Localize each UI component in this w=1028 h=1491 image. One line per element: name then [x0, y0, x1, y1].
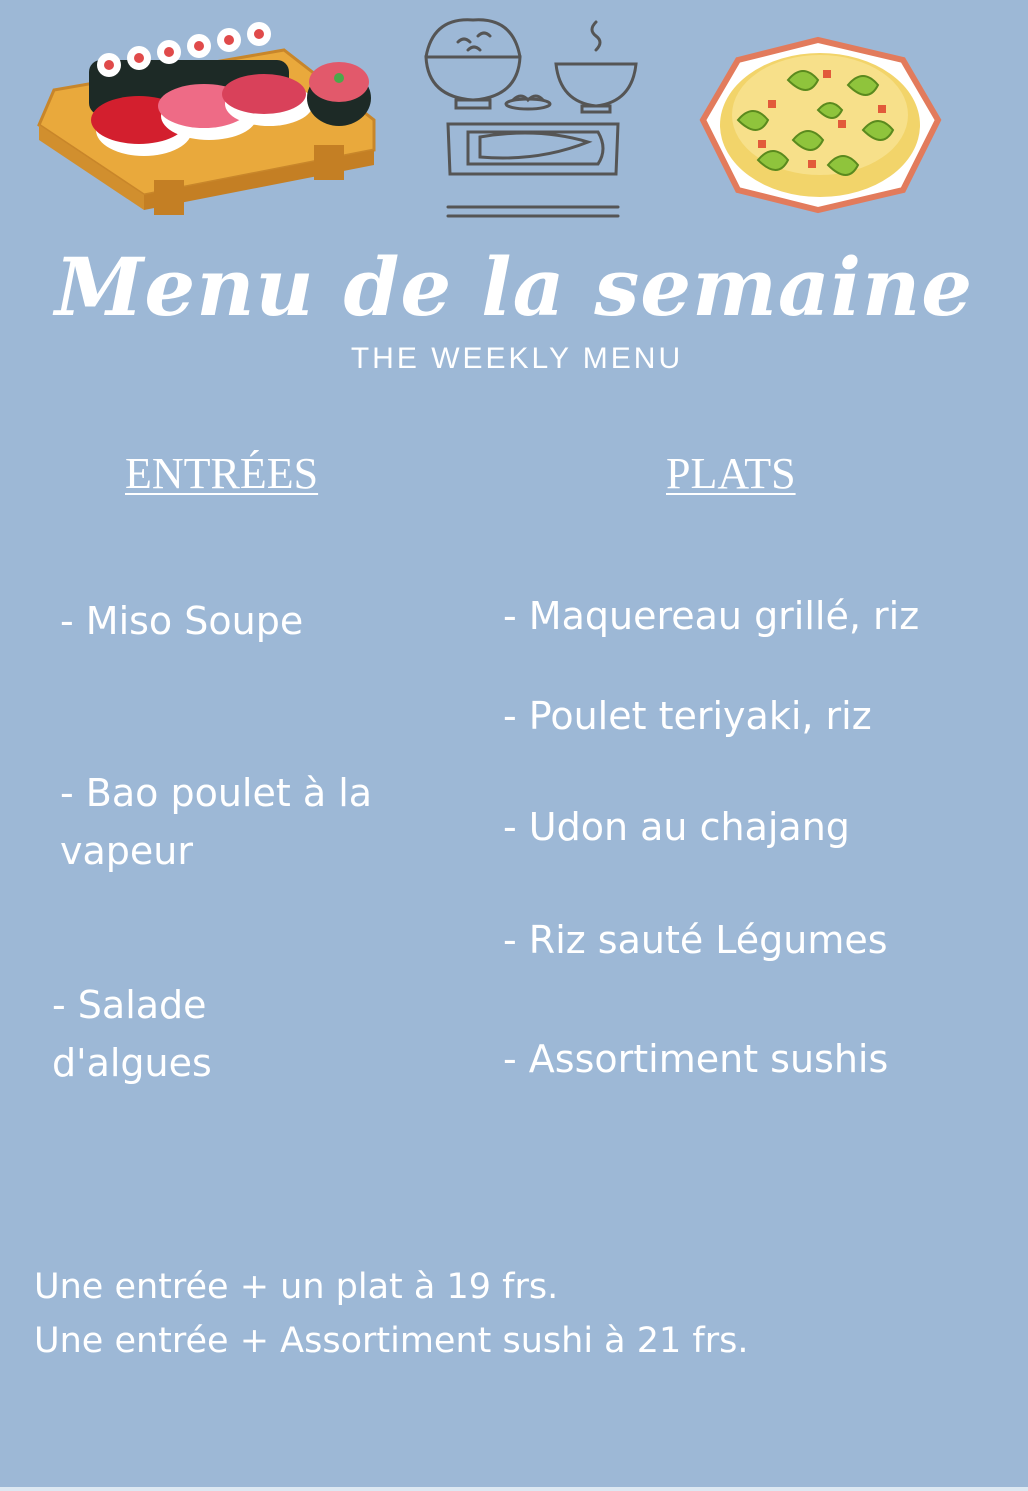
- plat-item: - Assortiment sushis: [503, 1037, 889, 1081]
- plats-heading: PLATS: [666, 449, 796, 498]
- price-line: Une entrée + Assortiment sushi à 21 frs.: [34, 1321, 749, 1361]
- plat-item: - Riz sauté Légumes: [503, 918, 888, 962]
- entree-item-line: d'algues: [52, 1041, 212, 1085]
- plat-item: - Maquereau grillé, riz: [503, 594, 920, 638]
- sushi-board-icon: [34, 20, 384, 220]
- entree-item-line: - Salade: [52, 983, 207, 1027]
- entree-item-line: - Miso Soupe: [60, 599, 304, 643]
- entree-item-line: - Bao poulet à la: [60, 771, 373, 815]
- page-title: Menu de la semaine: [54, 240, 974, 334]
- bottom-divider: [0, 1487, 1028, 1491]
- fried-rice-plate-icon: [698, 30, 943, 215]
- plat-item: - Poulet teriyaki, riz: [503, 694, 872, 738]
- entree-item: [52, 976, 212, 1092]
- price-line: Une entrée + un plat à 19 frs.: [34, 1267, 559, 1307]
- plat-item: - Udon au chajang: [503, 805, 850, 849]
- entree-item-line: vapeur: [60, 829, 193, 873]
- japanese-meal-set-icon: [418, 12, 648, 227]
- page-subtitle: THE WEEKLY MENU: [350, 342, 684, 375]
- entree-item: [60, 764, 372, 880]
- entree-item: [60, 592, 303, 650]
- entrees-heading: ENTRÉES: [125, 449, 319, 498]
